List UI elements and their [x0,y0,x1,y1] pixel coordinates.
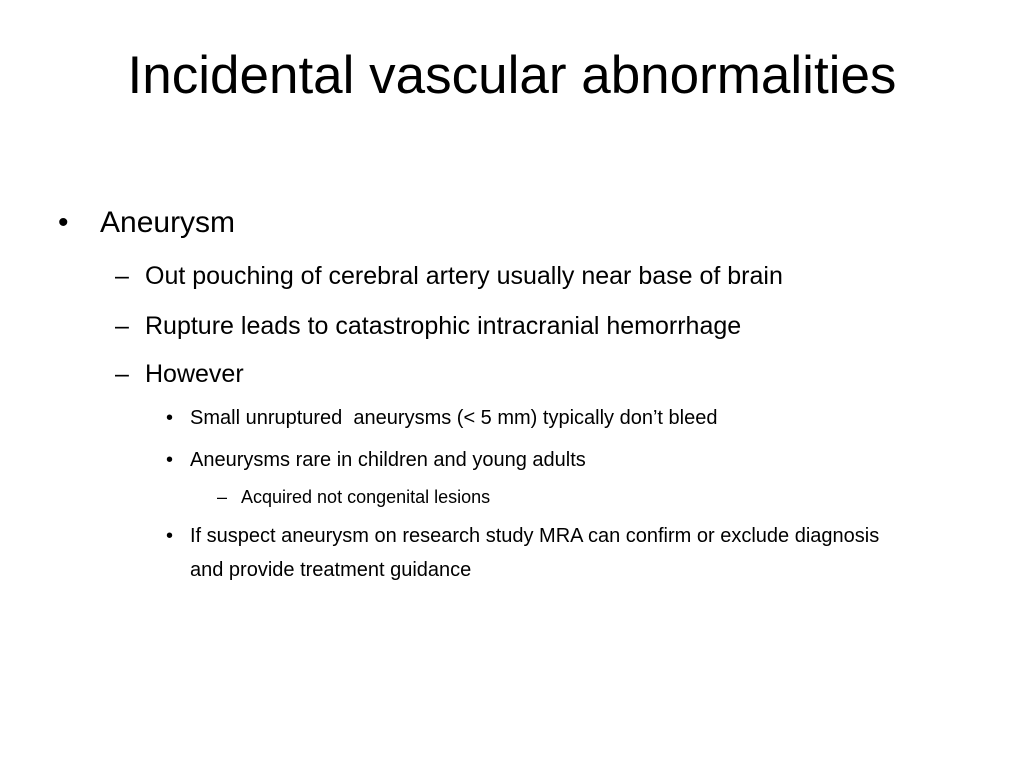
sub-sub-bullet-small-unruptured [166,401,717,435]
bullet-dot-icon: • [166,407,174,429]
bullet-aneurysm [58,203,235,243]
bullet-text: However [145,360,244,388]
sub-sub-bullet-rare-children [166,443,586,477]
bullet-dot-icon: • [166,449,174,471]
bullet-text: Aneurysms rare in children and young adults [190,449,586,471]
sub-bullet-out-pouching [115,259,783,293]
sub-bullet-however [115,357,244,391]
bullet-dot-icon: • [58,206,69,239]
bullet-text: Acquired not congenital lesions [241,487,491,507]
dash-icon: – [115,360,129,388]
slide-title: Incidental vascular abnormalities [127,46,897,105]
dash-icon: – [115,312,129,340]
bullet-text: Small unruptured aneurysms (< 5 mm) typically don’t bleed [190,407,718,429]
dash-icon: – [115,262,129,290]
bullet-text: Out pouching of cerebral artery usually near base of brain [145,262,783,290]
bullet-text: Aneurysm [100,206,236,239]
bullet-text: If suspect aneurysm on research study MRA can confirm or exclude diagnosis and provide treatment guidance [190,525,880,581]
level4-bullet-acquired [217,482,490,512]
sub-sub-bullet-if-suspect [166,519,910,587]
sub-bullet-rupture [115,309,741,343]
dash-icon: – [217,487,228,507]
bullet-dot-icon: • [166,525,174,547]
bullet-text: Rupture leads to catastrophic intracranial hemorrhage [145,312,742,340]
